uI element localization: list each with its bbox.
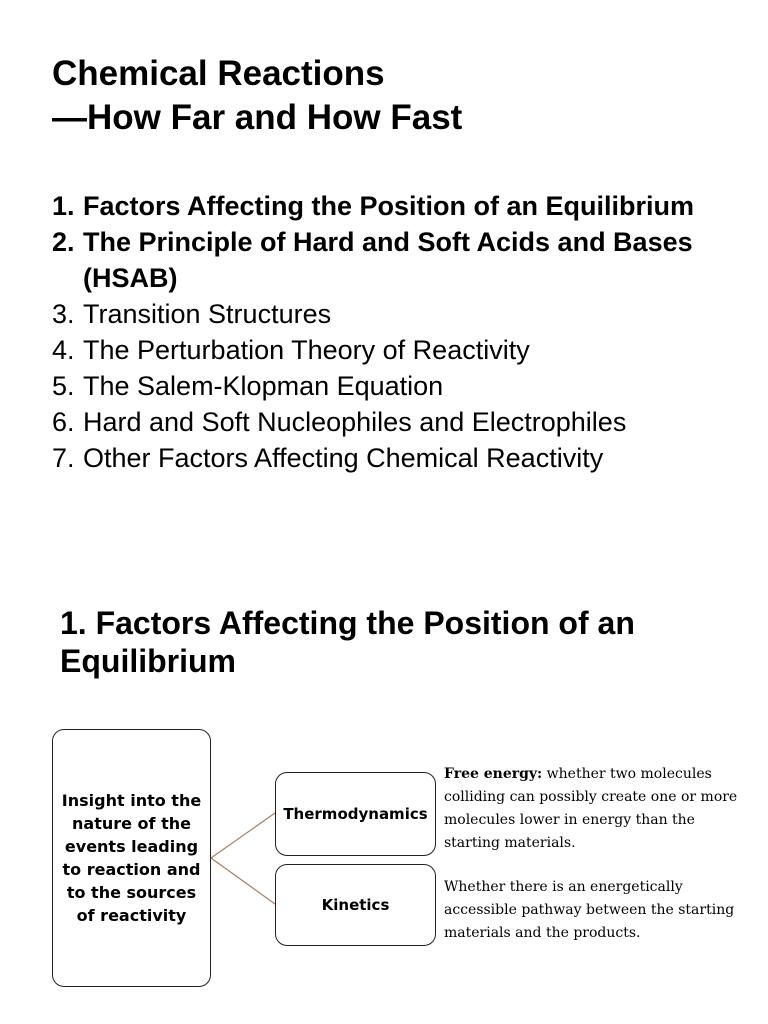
toc-number: 1. xyxy=(52,191,75,221)
section-title: 1. Factors Affecting the Position of an Equilibrium xyxy=(60,605,635,679)
page-title xyxy=(52,52,462,140)
free-energy-text: whether two molecules colliding can possibly create one or more molecules lower in energy than the starting materials. xyxy=(444,766,738,851)
connector-kinetics xyxy=(211,858,275,904)
toc-number: 2. xyxy=(52,227,75,257)
toc-text: Transition Structures xyxy=(83,299,332,329)
toc-number: 7. xyxy=(52,443,75,473)
thermodynamics-label: Thermodynamics xyxy=(283,805,428,823)
toc-text: Factors Affecting the Position of an Equilibrium xyxy=(83,191,695,221)
title-line-2: —How Far and How Fast xyxy=(52,98,463,137)
title-line-1: Chemical Reactions xyxy=(52,54,385,93)
thermodynamics-box xyxy=(275,772,436,856)
root-concept-box xyxy=(52,729,211,987)
connector-thermo xyxy=(211,813,275,858)
toc-text: The Salem-Klopman Equation xyxy=(83,371,444,401)
kinetics-label: Kinetics xyxy=(321,896,390,914)
root-concept-label: Insight into the nature of the events leading to reaction and to the sources of reactivity xyxy=(61,791,202,925)
toc-item xyxy=(52,404,752,440)
toc-text: The Principle of Hard and Soft Acids and Bases (HSAB) xyxy=(83,227,693,293)
free-energy-label: Free energy: xyxy=(444,766,543,782)
toc-item xyxy=(52,368,752,404)
kinetics-box xyxy=(275,864,436,946)
toc-item xyxy=(52,332,752,368)
toc-number: 4. xyxy=(52,335,75,365)
thermodynamics-description xyxy=(444,763,744,855)
toc-item xyxy=(52,188,752,224)
toc-item xyxy=(52,224,752,296)
table-of-contents xyxy=(52,188,752,476)
toc-text: Hard and Soft Nucleophiles and Electrophiles xyxy=(83,407,627,437)
kinetics-description: Whether there is an energetically accessible pathway between the starting materials and the products. xyxy=(444,879,735,941)
toc-text: The Perturbation Theory of Reactivity xyxy=(83,335,530,365)
toc-number: 6. xyxy=(52,407,75,437)
toc-number: 3. xyxy=(52,299,75,329)
toc-item xyxy=(52,440,752,476)
toc-number: 5. xyxy=(52,371,75,401)
toc-item xyxy=(52,296,752,332)
toc-text: Other Factors Affecting Chemical Reactivity xyxy=(83,443,604,473)
